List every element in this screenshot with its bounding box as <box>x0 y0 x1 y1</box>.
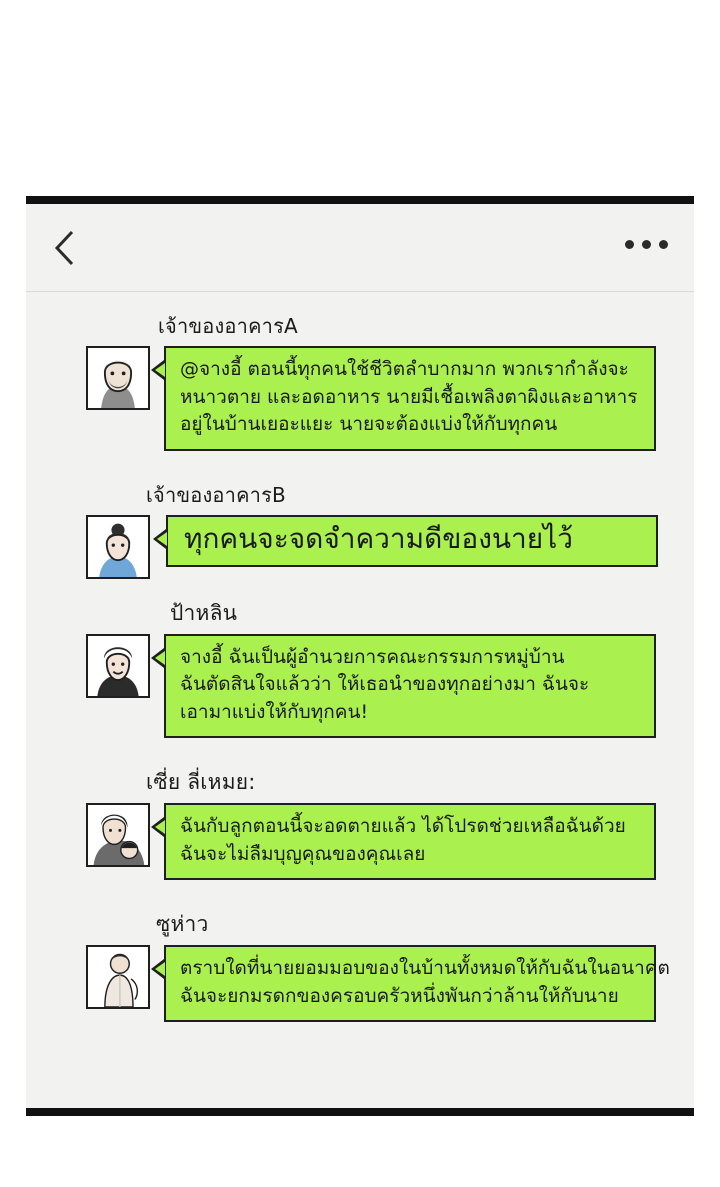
message-bubble[interactable] <box>166 515 658 567</box>
message-bubble[interactable] <box>164 634 656 739</box>
message-line: ทุกคนจะจดจำความดีของนายไว้ <box>184 521 573 555</box>
message-sender: ป้าหลิน <box>170 600 238 625</box>
avatar-woman-bun[interactable] <box>86 515 150 579</box>
chevron-left-icon[interactable] <box>52 228 78 268</box>
message-sender: เซี่ย ลี่เหมย: <box>146 770 256 795</box>
avatar-standing-man[interactable] <box>86 945 150 1009</box>
message-line: จางอี้ ฉันเป็นผู้อำนวยการคณะกรรมการหมู่บ้าน <box>180 645 565 668</box>
chat-thread <box>26 292 694 1038</box>
message-bubble-wrap <box>166 515 674 567</box>
message-line: @จางอี้ ตอนนี้ทุกคนใช้ชีวิตลำบากมาก พวกเรากำลังจะ <box>180 358 629 380</box>
message-bubble[interactable] <box>164 346 656 451</box>
avatar-man-beard[interactable] <box>86 346 150 410</box>
chat-message <box>46 479 674 579</box>
message-line: เอามาแบ่งให้กับทุกคน! <box>180 700 369 723</box>
more-options-icon[interactable] <box>625 240 668 249</box>
message-bubble-wrap <box>164 945 674 1022</box>
chat-message <box>46 310 674 451</box>
chat-message <box>46 597 674 739</box>
message-sender: เจ้าของอาคารB <box>146 482 286 507</box>
message-line: อยู่ในบ้านเยอะแยะ นายจะต้องแบ่งให้กับทุกคน <box>180 413 558 436</box>
message-line: ฉันจะยกมรดกของครอบครัวหนึ่งพันกว่าล้านให้กับนาย <box>180 984 619 1007</box>
message-bubble-wrap <box>164 634 674 739</box>
message-line: ตราบใดที่นายยอมมอบของในบ้านทั้งหมดให้กับฉันในอนาคต <box>180 957 670 980</box>
message-line: ฉันจะไม่ลืมบุญคุณของคุณเลย <box>180 842 426 865</box>
message-bubble-wrap <box>164 346 674 451</box>
message-line: ฉันกับลูกตอนนี้จะอดตายแล้ว ได้โปรดช่วยเหลือฉันด้วย <box>180 815 626 838</box>
message-bubble-wrap <box>164 803 674 880</box>
app-bar <box>26 204 694 292</box>
message-sender: ซูห่าว <box>156 912 209 937</box>
chat-message <box>46 766 674 880</box>
avatar-mother-child[interactable] <box>86 803 150 867</box>
avatar-curly-woman[interactable] <box>86 634 150 698</box>
comic-panel <box>26 196 694 1116</box>
message-bubble[interactable] <box>164 945 670 1022</box>
message-sender: เจ้าของอาคารA <box>158 314 298 338</box>
chat-message <box>46 908 674 1022</box>
message-bubble[interactable] <box>164 803 656 880</box>
message-line: ฉันตัดสินใจแล้วว่า ให้เธอนำของทุกอย่างมา ฉันจะ <box>180 673 590 696</box>
message-line: หนาวตาย และอดอาหาร นายมีเชื้อเพลิงตาผิงและอาหาร <box>180 385 638 408</box>
